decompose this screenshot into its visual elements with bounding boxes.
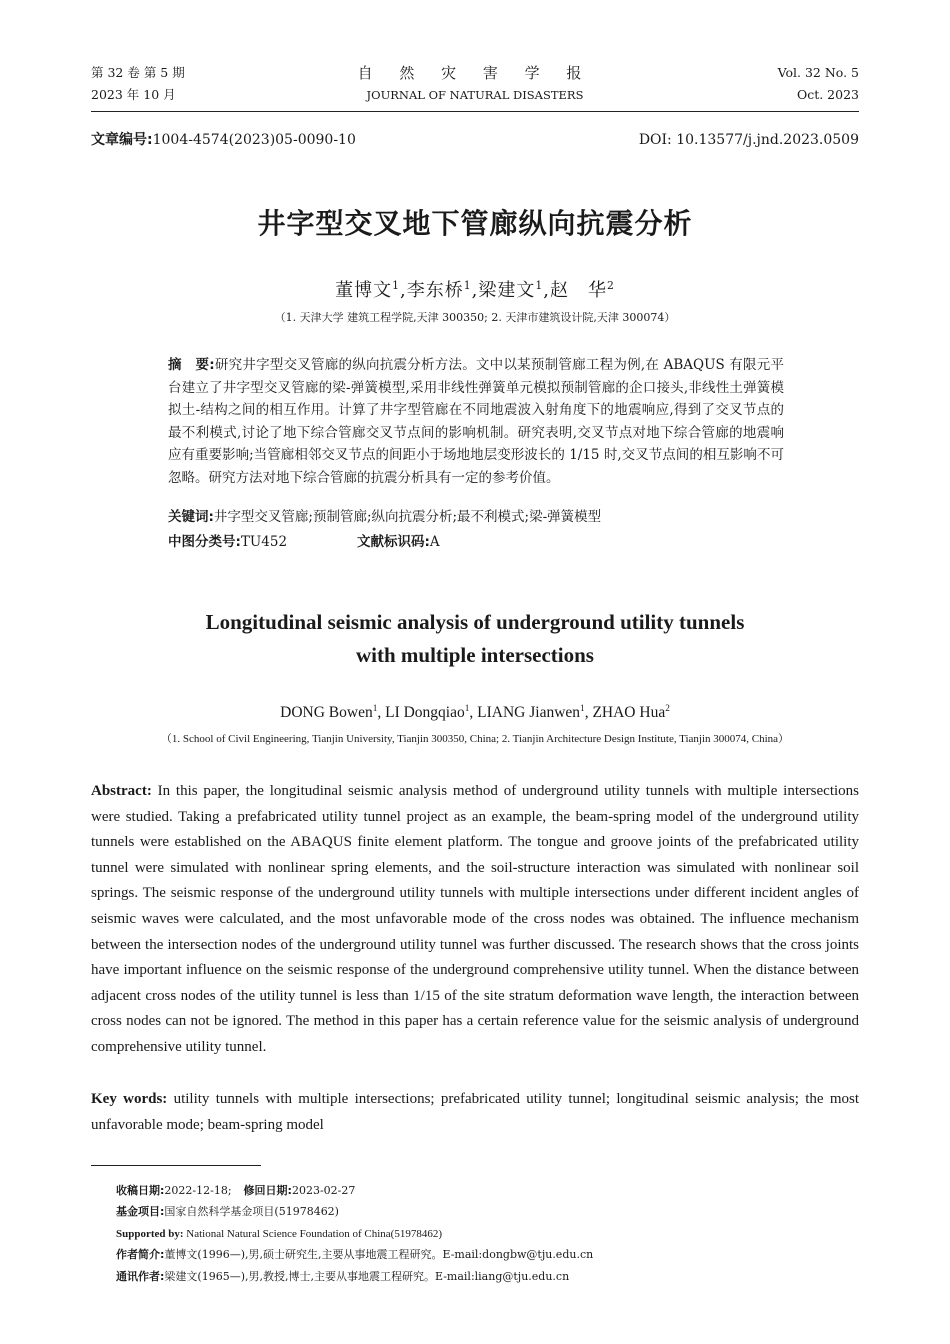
author-cn-1: 董博文$^1$,	[335, 279, 407, 301]
article-number-label: 文章编号:	[91, 132, 153, 148]
doc-code-value: A	[429, 534, 440, 550]
keywords-en	[91, 1087, 859, 1138]
affiliation-en: （1. School of Civil Engineering, Tianjin University, Tianjin 300350, China; 2. Tianjin Architecture Design Institute, Tianjin 300074, China）	[160, 733, 790, 745]
supported-value: National Natural Science Foundation of China(51978462)	[183, 1228, 442, 1240]
title-en-line-1: Longitudinal seismic analysis of underground utility tunnels	[205, 610, 745, 634]
abstract-cn-label: 摘 要:	[168, 357, 215, 373]
received-value: 2022-12-18;	[164, 1184, 232, 1197]
doc-code-label: 文献标识码:	[357, 534, 430, 550]
author-cn-4: 赵 华$^2$	[549, 279, 615, 301]
journal-name-en: JOURNAL OF NATURAL DISASTERS	[366, 88, 584, 102]
author-en-1: DONG Bowen$^1$,	[280, 703, 386, 721]
fund-label: 基金项目:	[116, 1205, 165, 1218]
keywords-cn-text: 井字型交叉管廊;预制管廊;纵向抗震分析;最不利模式;梁-弹簧模型	[213, 509, 602, 525]
author-en-4: ZHAO Hua$^2$	[592, 703, 670, 721]
document-code	[357, 531, 440, 553]
authors-en	[0, 704, 950, 722]
footnote-supported	[116, 1227, 442, 1241]
header-rule	[91, 111, 859, 112]
article-number-value: 1004-4574(2023)05-0090-10	[152, 132, 356, 148]
title-en	[0, 606, 950, 672]
volume-cn: 第 32 卷 第 5 期	[91, 65, 185, 80]
affiliation-cn: （1. 天津大学 建筑工程学院,天津 300350; 2. 天津市建筑设计院,天津 300074）	[274, 311, 676, 324]
date-cn: 2023 年 10 月	[91, 87, 176, 102]
author-bio-label: 作者简介:	[116, 1248, 165, 1261]
authors-cn	[0, 276, 950, 302]
title-en-line-2: with multiple intersections	[356, 643, 594, 667]
corresponding-value: 梁建文(1965—),男,教授,博士,主要从事地震工程研究。E-mail:liang@tju.edu.cn	[164, 1270, 570, 1283]
author-cn-3: 梁建文$^1$,	[478, 279, 550, 301]
footnote-author	[116, 1248, 593, 1262]
abstract-en-text: In this paper, the longitudinal seismic analysis method of underground utility tunnels with multiple intersections were studied. Taking a prefabricated utility tunnel project as an example, the beam-spring model of the underground utility tunnels were established on the ABAQUS finite element platform. The tongue and groove joints of the prefabricated utility tunnel were simulated with nonlinear spring elements, and the soil-structure interaction was simulated with nonlinear soil springs. The seismic response of the underground utility tunnels with multiple intersections under different incident angles of seismic waves were calculated, and the most unfavorable mode of the cross nodes was obtained. The influence mechanism between the intersection nodes of the underground utility tunnel was further discussed. The research shows that the cross joints have important influence on the seismic response of the underground comprehensive utility tunnel. When the distance between adjacent cross nodes of the utility tunnel is less than 1/15 of the site stratum deformation wave length, the interaction between cross nodes can not be ignored. The method in this paper has a certain reference value for the seismic analysis of underground comprehensive utility tunnel.	[91, 783, 859, 1055]
footnote-rule	[91, 1165, 261, 1166]
keywords-cn	[168, 506, 601, 528]
fund-value: 国家自然科学基金项目(51978462)	[164, 1205, 339, 1218]
header-right	[778, 62, 859, 106]
revised-value: 2023-02-27	[291, 1184, 356, 1197]
abstract-en	[91, 779, 859, 1061]
article-meta	[91, 130, 859, 150]
title-cn: 井字型交叉地下管廊纵向抗震分析	[257, 207, 693, 240]
received-label: 收稿日期:	[116, 1184, 165, 1197]
keywords-cn-label: 关键词:	[168, 509, 214, 525]
footnote-fund	[116, 1205, 339, 1219]
clc-value: TU452	[240, 534, 288, 550]
clc-label: 中图分类号:	[168, 534, 241, 550]
journal-name-cn: 自 然 灾 害 学 报	[357, 64, 593, 82]
footnote-dates	[116, 1184, 355, 1198]
author-en-2: LI Dongqiao$^1$,	[385, 703, 478, 721]
supported-label: Supported by:	[116, 1228, 184, 1240]
abstract-cn-text: 研究井字型交叉管廊的纵向抗震分析方法。文中以某预制管廊工程为例,在 ABAQUS 有限元平台建立了井字型交叉管廊的梁-弹簧模型,采用非线性弹簧单元模拟预制管廊的企口接头,非线性土弹簧模拟土-结构之间的相互作用。计算了井字型管廊在不同地震波入射角度下的地震响应,得到了交叉节点的最不利模式,讨论了地下综合管廊交叉节点间的影响机制。研究表明,交叉节点对地下综合管廊的地震响应有重要影响;当管廊相邻交叉节点的间距小于场地地层变形波长的 1/15 时,交叉节点间的相互影响不可忽略。研究方法对地下综合管廊的抗震分析具有一定的参考价值。	[168, 357, 784, 486]
abstract-cn	[168, 354, 784, 489]
date-en: Oct. 2023	[796, 87, 859, 102]
doi: DOI: 10.13577/j.jnd.2023.0509	[638, 132, 859, 148]
author-en-3: LIANG Jianwen$^1$,	[477, 703, 593, 721]
abstract-en-label: Abstract:	[91, 783, 152, 799]
author-cn-2: 李东桥$^1$,	[406, 279, 479, 301]
revised-label: 修回日期:	[243, 1184, 292, 1197]
author-bio-value: 董博文(1996—),男,硕士研究生,主要从事地震工程研究。E-mail:dongbw@tju.edu.cn	[164, 1248, 594, 1261]
volume-en: Vol. 32 No. 5	[777, 65, 859, 80]
corresponding-label: 通讯作者:	[116, 1270, 165, 1283]
keywords-en-label: Key words:	[91, 1091, 168, 1107]
keywords-en-text: utility tunnels with multiple intersections; prefabricated utility tunnel; longitudinal seismic analysis; the most unfavorable mode; beam-spring model	[91, 1091, 859, 1133]
footnote-corresponding	[116, 1270, 569, 1284]
classification	[168, 531, 287, 553]
